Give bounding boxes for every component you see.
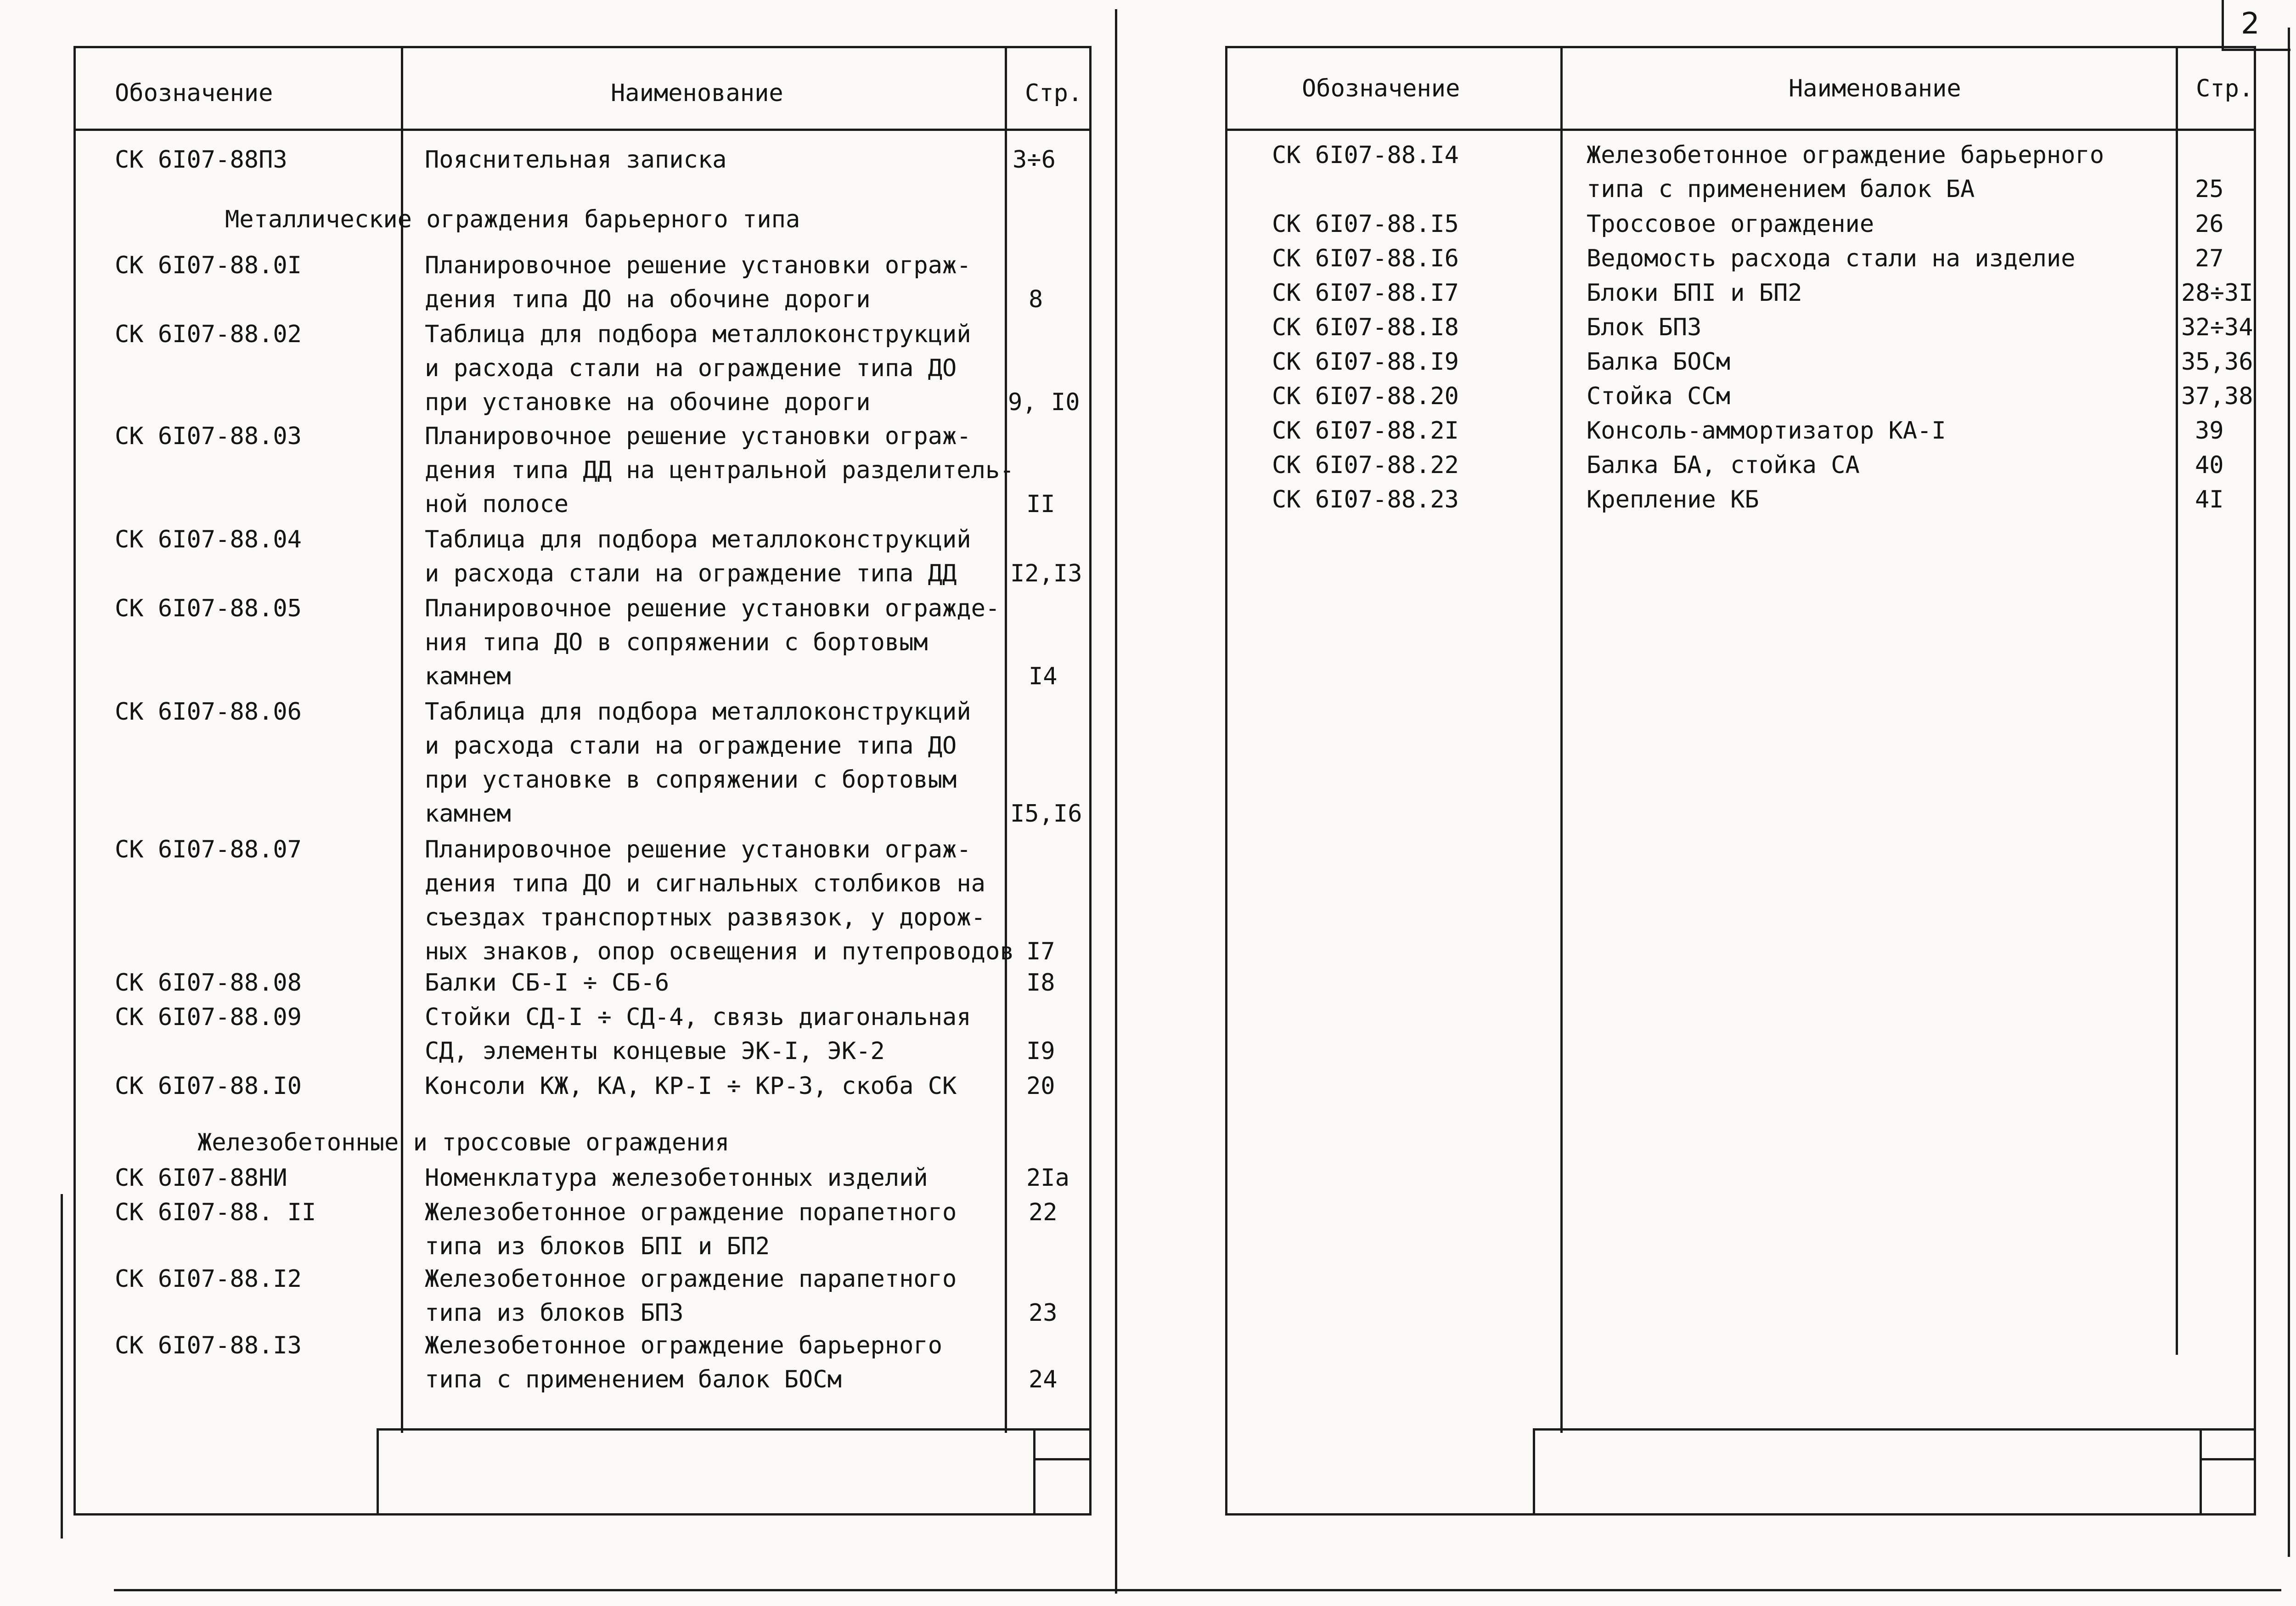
row-name-line: СД, элементы концевые ЭК-I, ЭК-2 [425, 1037, 885, 1065]
row-name-line: при установке на обочине дороги [425, 389, 871, 416]
left-header-designation: Обозначение [115, 79, 273, 107]
row-name-line: Железобетонное ограждение парапетного [425, 1265, 957, 1293]
left-col-divider-1 [401, 46, 403, 1433]
row-page: 32÷34 [2181, 314, 2253, 341]
row-name-line: и расхода стали на ограждение типа ДО [425, 732, 957, 760]
bottom-scan-line [114, 1589, 2281, 1591]
row-designation: СК 6I07-88.07 [115, 836, 302, 863]
row-name-line: и расхода стали на ограждение типа ДО [425, 355, 957, 382]
row-page: 24 [1029, 1366, 1058, 1393]
row-designation: СК 6I07-88.I4 [1272, 141, 1459, 169]
left-stamp-block [377, 1428, 1092, 1516]
row-designation: СК 6I07-88. II [115, 1199, 316, 1226]
row-page: 25 [2195, 175, 2224, 203]
row-page: 28÷3I [2181, 279, 2253, 307]
sheet-number-box-left [2222, 0, 2224, 51]
row-name-line: типа с применением балок БОСм [425, 1366, 842, 1393]
row-page: II [1026, 490, 1055, 518]
row-name-line: Планировочное решение установки ограж- [425, 252, 971, 279]
row-name-line: Стойки СД-I ÷ СД-4, связь диагональная [425, 1003, 971, 1031]
left-margin-line [61, 1194, 63, 1538]
row-name-line: Троссовое ограждение [1587, 210, 1874, 238]
right-header-rule [1225, 129, 2256, 131]
left-stamp-divider [1033, 1428, 1035, 1516]
row-designation: СК 6I07-88НИ [115, 1164, 287, 1192]
row-name-line: дения типа ДД на центральной разделитель- [425, 456, 1014, 484]
row-page: I9 [1026, 1037, 1055, 1065]
row-name-line: Пояснительная записка [425, 146, 727, 174]
row-designation: СК 6I07-88.I2 [115, 1265, 302, 1293]
row-page: I8 [1026, 969, 1055, 997]
row-page: 9, I0 [1008, 389, 1080, 416]
row-name-line: Ведомость расхода стали на изделие [1587, 245, 2076, 272]
row-page: 2Iа [1026, 1164, 1069, 1192]
row-name-line: Железобетонное ограждение барьерного [425, 1332, 943, 1359]
row-name-line: ной полосе [425, 490, 569, 518]
row-name-line: Балки СБ-I ÷ СБ-6 [425, 969, 670, 997]
left-header-rule [73, 129, 1092, 131]
section-heading: Железобетонные и троссовые ограждения [197, 1129, 730, 1156]
row-name-line: Планировочное решение установки огражде- [425, 595, 1000, 622]
row-name-line: Стойка ССм [1587, 383, 1731, 410]
sheet-number: 2 [2241, 7, 2260, 41]
row-name-line: ния типа ДО в сопряжении с бортовым [425, 629, 928, 656]
row-name-line: Номенклатура железобетонных изделий [425, 1164, 928, 1192]
row-page: I4 [1029, 663, 1058, 690]
row-designation: СК 6I07-88.05 [115, 595, 302, 622]
row-designation: СК 6I07-88.03 [115, 423, 302, 450]
row-page: 39 [2195, 417, 2224, 445]
right-stamp-divider [2200, 1428, 2202, 1516]
right-header-designation: Обозначение [1302, 75, 1460, 102]
row-page: 22 [1029, 1199, 1058, 1226]
row-name-line: дения типа ДО и сигнальных столбиков на [425, 870, 985, 897]
right-col-divider-1 [1560, 46, 1563, 1433]
row-name-line: Балка БОСм [1587, 348, 1731, 376]
left-header-name: Наименование [611, 79, 783, 107]
row-page: I7 [1026, 938, 1055, 965]
row-name-line: Планировочное решение установки ограж- [425, 423, 971, 450]
row-designation: СК 6I07-88.2I [1272, 417, 1459, 445]
row-designation: СК 6I07-88.I3 [115, 1332, 302, 1359]
left-header-page: Стр. [1025, 79, 1083, 107]
row-designation: СК 6I07-88.0I [115, 252, 302, 279]
row-name-line: Блок БПЗ [1587, 314, 1702, 341]
row-page: 35,36 [2181, 348, 2253, 376]
section-heading: Металлические ограждения барьерного типа [225, 206, 800, 233]
row-page: 27 [2195, 245, 2224, 272]
row-page: 23 [1029, 1299, 1058, 1327]
row-name-line: дения типа ДО на обочине дороги [425, 286, 871, 313]
row-designation: СК 6I07-88.I6 [1272, 245, 1459, 272]
row-page: 40 [2195, 451, 2224, 479]
row-name-line: типа с применением балок БА [1587, 175, 1975, 203]
row-designation: СК 6I07-88.I8 [1272, 314, 1459, 341]
row-designation: СК 6I07-88.23 [1272, 486, 1459, 513]
row-name-line: съездах транспортных развязок, у дорож- [425, 904, 985, 931]
row-name-line: и расхода стали на ограждение типа ДД [425, 560, 957, 587]
row-name-line: Таблица для подбора металлоконструкций [425, 321, 971, 348]
row-name-line: Планировочное решение установки ограж- [425, 836, 971, 863]
row-page: I5,I6 [1010, 800, 1082, 828]
row-name-line: ных знаков, опор освещения и путепроводов [425, 938, 1014, 965]
row-designation: СК 6I07-88.04 [115, 526, 302, 553]
row-name-line: Таблица для подбора металлоконструкций [425, 526, 971, 553]
right-header-name: Наименование [1789, 75, 1961, 102]
row-designation: СК 6I07-88.09 [115, 1003, 302, 1031]
row-name-line: Таблица для подбора металлоконструкций [425, 698, 971, 726]
row-name-line: Железобетонное ограждение барьерного [1587, 141, 2105, 169]
row-designation: СК 6I07-88.06 [115, 698, 302, 726]
row-page: 26 [2195, 210, 2224, 238]
row-name-line: Консоль-аммортизатор КА-I [1587, 417, 1946, 445]
left-col-divider-2 [1005, 46, 1007, 1433]
left-stamp-rule [1033, 1458, 1092, 1460]
right-stamp-block [1533, 1428, 2256, 1516]
row-designation: СК 6I07-88.02 [115, 321, 302, 348]
row-page: 3÷6 [1013, 146, 1056, 174]
row-designation: СК 6I07-88.I5 [1272, 210, 1459, 238]
sheet-number-box-bottom [2222, 49, 2290, 51]
row-designation: СК 6I07-88.I7 [1272, 279, 1459, 307]
right-header-page: Стр. [2196, 75, 2254, 102]
right-margin-line [2288, 28, 2290, 1557]
row-designation: СК 6I07-88ПЗ [115, 146, 287, 174]
row-designation: СК 6I07-88.22 [1272, 451, 1459, 479]
right-col-divider-2 [2176, 46, 2178, 1355]
row-page: I2,I3 [1010, 560, 1082, 587]
row-page: 4I [2195, 486, 2224, 513]
row-name-line: Балка БА, стойка СА [1587, 451, 1860, 479]
row-name-line: Блоки БПI и БП2 [1587, 279, 1802, 307]
row-name-line: типа из блоков БПЗ [425, 1299, 684, 1327]
row-name-line: Железобетонное ограждение порапетного [425, 1199, 957, 1226]
row-name-line: камнем [425, 663, 511, 690]
row-name-line: камнем [425, 800, 511, 828]
row-designation: СК 6I07-88.I9 [1272, 348, 1459, 376]
right-stamp-rule [2200, 1458, 2256, 1460]
row-page: 37,38 [2181, 383, 2253, 410]
row-name-line: Консоли КЖ, КА, КР-I ÷ КР-3, скоба СК [425, 1072, 957, 1100]
row-page: 8 [1029, 286, 1043, 313]
row-page: 20 [1026, 1072, 1055, 1100]
row-designation: СК 6I07-88.20 [1272, 383, 1459, 410]
row-name-line: типа из блоков БПI и БП2 [425, 1233, 770, 1260]
row-name-line: Крепление КБ [1587, 486, 1759, 513]
row-designation: СК 6I07-88.I0 [115, 1072, 302, 1100]
binding-line [1115, 9, 1117, 1594]
row-designation: СК 6I07-88.08 [115, 969, 302, 997]
row-name-line: при установке в сопряжении с бортовым [425, 766, 957, 794]
